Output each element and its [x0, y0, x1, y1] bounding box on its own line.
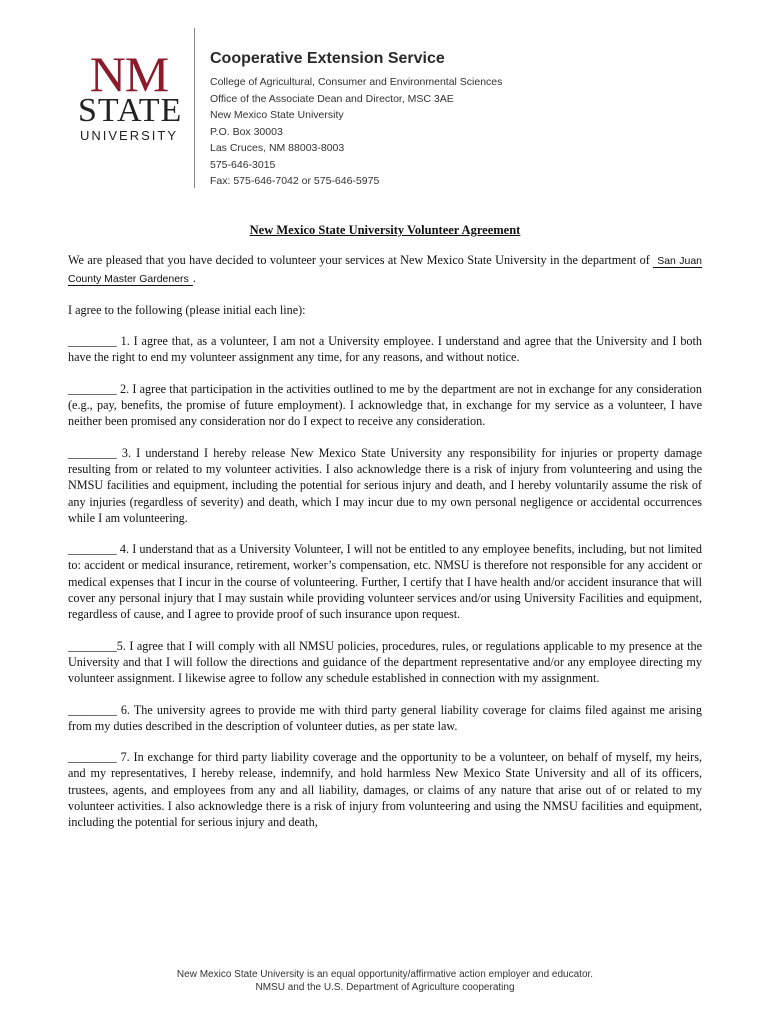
logo-state: STATE — [78, 92, 183, 129]
agreement-item-6: ________ 6. The university agrees to provide me with third party general liability coverage for claims filed against me arising from my duties described in the description of volunteer duties, as per state law. — [68, 702, 702, 733]
agreement-item-2: ________ 2. I agree that participation in the activities outlined to me by the department are not in exchange for any consideration (e.g., pay, benefits, the promise of future employment). I acknowledge that, in exchange for my service as a volunteer, I have neither been promised any consideration nor do I expect to receive any consideration. — [68, 381, 702, 429]
department-field[interactable]: San Juan County Master Gardeners — [68, 255, 702, 285]
letterhead-line: Office of the Associate Dean and Director, MSC 3AE — [210, 92, 454, 105]
footer — [0, 968, 770, 994]
letterhead-divider — [194, 28, 195, 188]
letterhead-line: College of Agricultural, Consumer and Environmental Sciences — [210, 76, 503, 88]
agreement-title: New Mexico State University Volunteer Agreement — [249, 223, 521, 237]
footer-line-1: New Mexico State University is an equal opportunity/affirmative action employer and educator. — [176, 969, 594, 980]
letterhead — [210, 50, 502, 190]
logo-nm: NM — [89, 46, 169, 102]
footer-line-2: NMSU and the U.S. Department of Agriculture cooperating — [255, 982, 515, 993]
letterhead-line: 575-646-3015 — [210, 158, 276, 171]
agreement-body — [68, 222, 702, 846]
agreement-item-1: ________ 1. I agree that, as a volunteer, I am not a University employee. I understand and agree that the University and I both have the right to end my volunteer assignment any time, for any reasons, and without notice. — [68, 334, 702, 365]
intro-end: . — [192, 270, 196, 285]
letterhead-line: New Mexico State University — [210, 109, 344, 121]
agreement-item-5: ________5. I agree that I will comply with all NMSU policies, procedures, rules, or regulations applicable to my presence at the University and that I will follow the directions and guidance of the department representative and/or any employee directing my volunteer assignment. I likewise agree to follow any schedule established in connection with my assignment. — [68, 638, 702, 686]
instruction-text: I agree to the following (please initial each line): — [68, 302, 306, 317]
agreement-item-4: ________ 4. I understand that as a University Volunteer, I will not be entitled to any employee benefits, including, but not limited to: accident or medical insurance, retirement, worker’s compensation, etc. NMSU is therefore not responsible for any accident or medical expenses that I incur in the course of volunteering. Further, I certify that I have health and/or accident insurance that will cover any personal injury that I may sustain while providing volunteer services and/or using University Facilities and equipment, regardless of cause, and I agree to provide proof of such insurance upon request. — [68, 542, 702, 622]
letterhead-line: Fax: 575-646-7042 or 575-646-5975 — [210, 175, 380, 187]
agreement-item-7: ________ 7. In exchange for third party liability coverage and the opportunity to be a volunteer, on behalf of myself, my heirs, and my representatives, I hereby release, indemnify, and hold harmless New Mexico State University and all of its officers, trustees, agents, and employees from any and all liability, damages, or claims of any nature that arise out of or related to my volunteer activities. I also acknowledge there is a risk of injury from volunteering and using the NMSU facilities and equipment, including the potential for serious injury and death, — [68, 750, 702, 830]
intro-text: We are pleased that you have decided to volunteer your services at New Mexico State University in the department of — [68, 253, 650, 268]
letterhead-line: Las Cruces, NM 88003-8003 — [210, 142, 345, 154]
agreement-item-3: ________ 3. I understand I hereby release New Mexico State University any responsibility for injuries or property damage resulting from or related to my volunteer activities. I also acknowledge there is a risk of injury from volunteering and using the NMSU facilities and equipment, including the potential for serious injury and death, and I hereby voluntarily assume the risk of any injuries (regardless of severity) and death, which I may incur due to my own personal negligence or accidental occurrences while I am volunteering. — [68, 445, 702, 525]
nmsu-logo — [78, 46, 183, 143]
letterhead-title: Cooperative Extension Service — [210, 50, 445, 67]
intro-paragraph — [68, 252, 702, 287]
letterhead-line: P.O. Box 30003 — [210, 125, 283, 138]
logo-university: UNIVERSITY — [79, 128, 178, 143]
